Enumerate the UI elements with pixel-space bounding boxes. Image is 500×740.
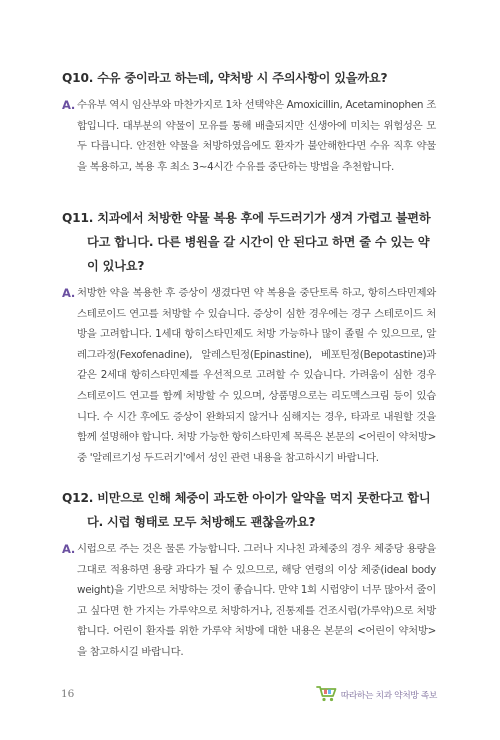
page-number: 16 (61, 688, 75, 700)
answer-text: 처방한 약을 복용한 후 증상이 생겼다면 약 복용을 중단토록 하고, 항히스타민제와 스테로이드 연고를 처방할 수 있습니다. 증상이 심한 경우에는 경구 스테로이드 처방을 고려합니다. 1세대 항히스타민제도 처방 가능하나 많이 졸릴 수 있으므로, 알레그라정(Fexofenadine), 알레스틴정(Epinastine), 베포틴정(Bepotastine)과 같은 2세대 항히스타민제를 우선적으로 고려할 수 있습니다. 가려움이 심한 경우 스테로이드 연고를 함께 처방할 수 있으며, 상품명으로는 리도멕스크림 등이 있습니다. 수 시간 후에도 증상이 완화되지 않거나 심해지는 경우, 타과로 내원할 것을 함께 설명해야 합니다. 처방 가능한 항히스타민제 목록은 본문의 <어린이 약처방> 중 '알레르기성 두드러기'에서 성인 관련 내용을 참고하시기 바랍니다. (77, 287, 436, 464)
answer-marker: A. (62, 98, 75, 112)
qa-block-q11 (62, 206, 436, 468)
answer-paragraph (62, 95, 436, 177)
question-heading: Q10. 수유 중이라고 하는데, 약처방 시 주의사항이 있을까요? (62, 71, 388, 85)
answer-paragraph (62, 283, 436, 468)
qa-block-q12 (62, 486, 436, 663)
qa-block-q10 (62, 66, 436, 177)
answer-marker: A. (62, 542, 75, 556)
cart-icon (316, 685, 338, 703)
page-footer (0, 680, 500, 710)
answer-text: 수유부 역시 임산부와 마찬가지로 1차 선택약은 Amoxicillin, Acetaminophen 조합입니다. 대부분의 약물이 모유를 통해 배출되지만 신생아에 미치는 위험성은 모두 다릅니다. 안전한 약물을 처방하였음에도 환자가 불안해한다면 수유 직후 약물을 복용하고, 복용 후 최소 3~4시간 수유를 중단하는 방법을 추천합니다. (77, 99, 436, 173)
answer-text: 시럽으로 주는 것은 물론 가능합니다. 그러나 지나친 과체중의 경우 체중당 용량을 그대로 적용하면 용량 과다가 될 수 있으므로, 해당 연령의 이상 체중(ideal body weight)을 기반으로 처방하는 것이 좋습니다. 만약 1회 시럽양이 너무 많아서 줄이고 싶다면 한 가지는 가루약으로 처방하거나, 진통제를 건조시럽(가루약)으로 처방합니다. 어린이 환자를 위한 가루약 처방에 대한 내용은 본문의 <어린이 약처방>을 참고하시길 바랍니다. (77, 543, 436, 658)
footer-brand (316, 684, 437, 704)
question-heading: Q11. 치과에서 처방한 약물 복용 후에 두드러기가 생겨 가렵고 불편하다고 합니다. 다른 병원을 갈 시간이 안 된다고 하면 줄 수 있는 약이 있나요? (62, 211, 431, 273)
answer-paragraph (62, 539, 436, 663)
footer-brand-text: 따라하는 치과 약처방 족보 (340, 690, 437, 701)
answer-marker: A. (62, 286, 75, 300)
question-heading: Q12. 비만으로 인해 체중이 과도한 아이가 알약을 먹지 못한다고 합니다. 시럽 형태로 모두 처방해도 괜찮을까요? (62, 491, 431, 529)
